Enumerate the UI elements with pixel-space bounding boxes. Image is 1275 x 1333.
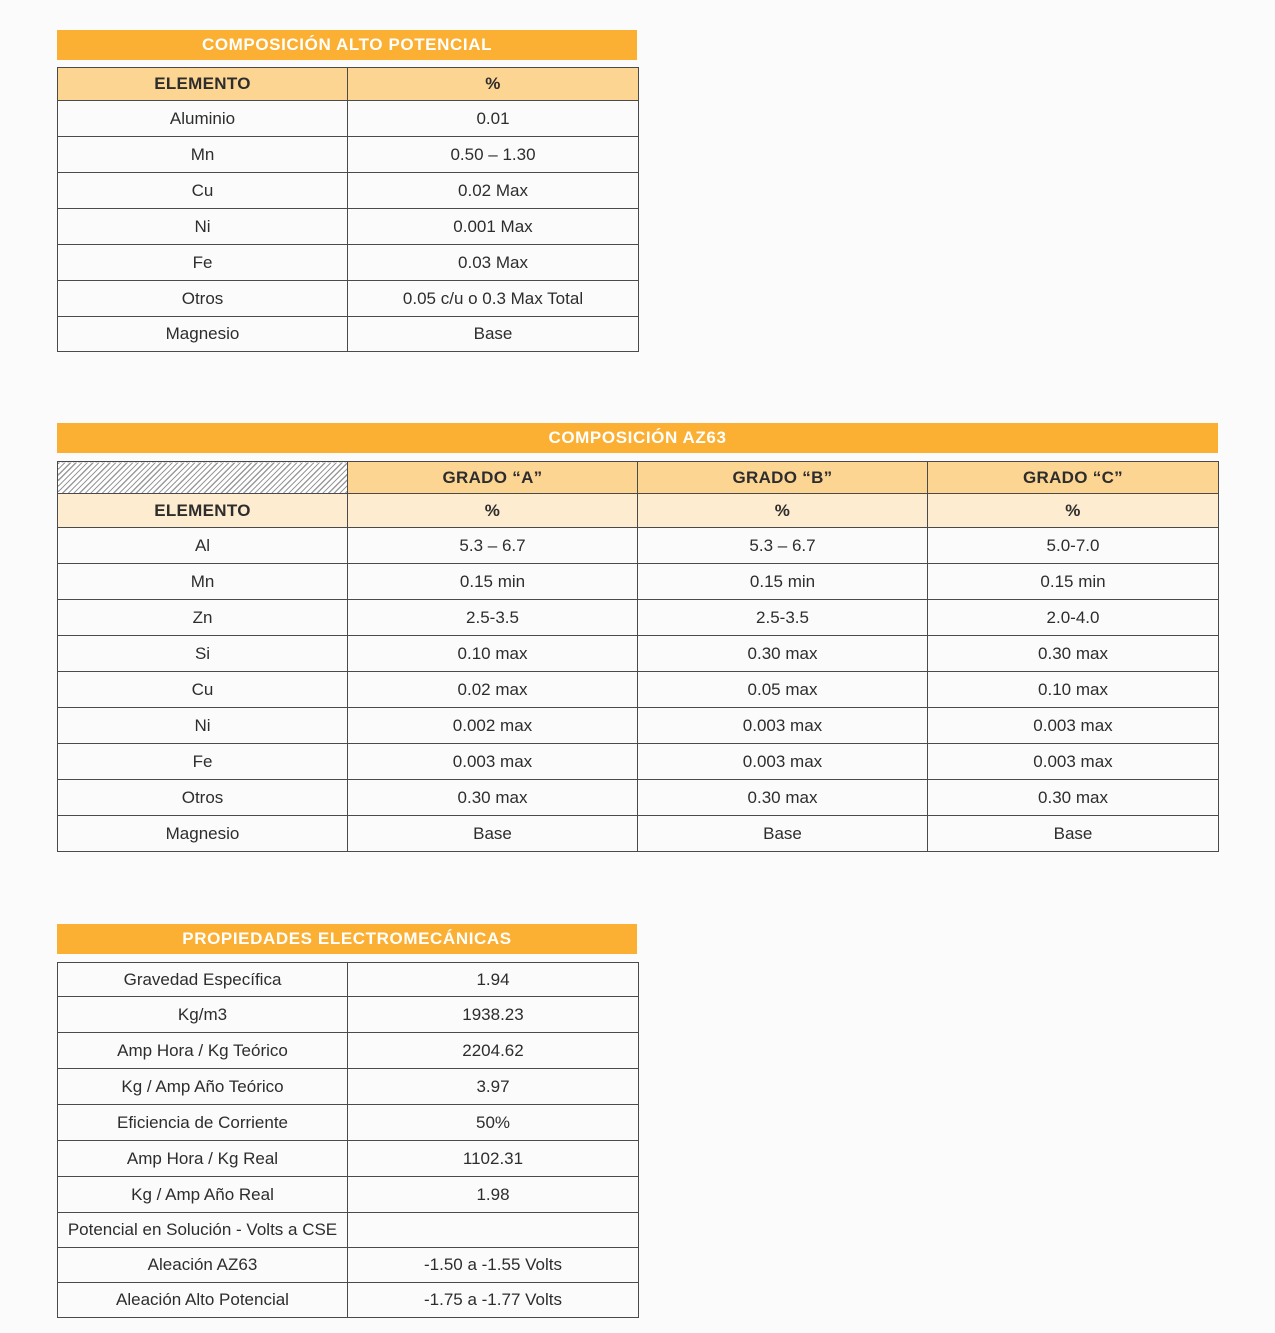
- element-cell: Magnesio: [58, 317, 348, 352]
- property-cell: Aleación Alto Potencial: [58, 1283, 348, 1318]
- table-row: [58, 672, 1219, 708]
- grade-b-cell: 0.003 max: [638, 744, 928, 780]
- table-row: [58, 317, 639, 352]
- property-cell: Kg/m3: [58, 997, 348, 1033]
- header-percent-c: %: [928, 494, 1219, 528]
- az63-grade-row: [58, 462, 1219, 494]
- value-cell: 0.03 Max: [348, 245, 639, 281]
- grade-c-cell: Base: [928, 816, 1219, 852]
- element-cell: Fe: [58, 744, 348, 780]
- propiedades-title: PROPIEDADES ELECTROMECÁNICAS: [57, 924, 637, 954]
- value-cell: -1.50 a -1.55 Volts: [348, 1248, 639, 1283]
- grade-c-cell: 0.30 max: [928, 636, 1219, 672]
- grade-b-cell: 0.15 min: [638, 564, 928, 600]
- value-cell: 0.001 Max: [348, 209, 639, 245]
- value-cell: 1938.23: [348, 997, 639, 1033]
- value-cell: 0.50 – 1.30: [348, 137, 639, 173]
- az63-percent-row: [58, 494, 1219, 528]
- element-cell: Cu: [58, 672, 348, 708]
- grade-b-header: GRADO “B”: [638, 462, 928, 494]
- property-cell: Gravedad Específica: [58, 963, 348, 997]
- element-cell: Magnesio: [58, 816, 348, 852]
- table-row: [58, 1213, 639, 1248]
- table-row: [58, 1105, 639, 1141]
- grade-a-header: GRADO “A”: [348, 462, 638, 494]
- header-percent-a: %: [348, 494, 638, 528]
- az63-title: COMPOSICIÓN AZ63: [57, 423, 1218, 453]
- element-cell: Cu: [58, 173, 348, 209]
- grade-c-cell: 0.15 min: [928, 564, 1219, 600]
- table-row: [58, 744, 1219, 780]
- alto-potencial-title: COMPOSICIÓN ALTO POTENCIAL: [57, 30, 637, 60]
- property-cell: Aleación AZ63: [58, 1248, 348, 1283]
- table-row: [58, 1069, 639, 1105]
- value-cell: 2204.62: [348, 1033, 639, 1069]
- value-cell: 50%: [348, 1105, 639, 1141]
- grade-b-cell: 2.5-3.5: [638, 600, 928, 636]
- grade-b-cell: 5.3 – 6.7: [638, 528, 928, 564]
- grade-c-cell: 0.003 max: [928, 708, 1219, 744]
- value-cell: 0.02 Max: [348, 173, 639, 209]
- value-cell: 0.01: [348, 101, 639, 137]
- value-cell: Base: [348, 317, 639, 352]
- table-row: [58, 101, 639, 137]
- grade-a-cell: 0.002 max: [348, 708, 638, 744]
- grade-c-cell: 0.30 max: [928, 780, 1219, 816]
- grade-c-cell: 0.003 max: [928, 744, 1219, 780]
- table-row: [58, 600, 1219, 636]
- element-cell: Fe: [58, 245, 348, 281]
- element-cell: Si: [58, 636, 348, 672]
- grade-c-cell: 5.0-7.0: [928, 528, 1219, 564]
- grade-b-cell: 0.003 max: [638, 708, 928, 744]
- grade-a-cell: 0.003 max: [348, 744, 638, 780]
- az63-section: [57, 423, 1218, 853]
- grade-a-cell: 0.30 max: [348, 780, 638, 816]
- alto-potencial-section: [57, 30, 637, 350]
- table-row: [58, 816, 1219, 852]
- table-row: [58, 564, 1219, 600]
- grade-b-cell: 0.30 max: [638, 636, 928, 672]
- grade-b-cell: 0.05 max: [638, 672, 928, 708]
- value-cell: 1102.31: [348, 1141, 639, 1177]
- element-cell: Ni: [58, 708, 348, 744]
- property-cell: Potencial en Solución - Volts a CSE: [58, 1213, 348, 1248]
- table-row: [58, 780, 1219, 816]
- header-elemento: ELEMENTO: [58, 494, 348, 528]
- grade-a-cell: 5.3 – 6.7: [348, 528, 638, 564]
- property-cell: Eficiencia de Corriente: [58, 1105, 348, 1141]
- az63-table: [57, 461, 1219, 852]
- table-row: [58, 963, 639, 997]
- grade-c-header: GRADO “C”: [928, 462, 1219, 494]
- table-row: [58, 1033, 639, 1069]
- table-row: [58, 528, 1219, 564]
- value-cell: -1.75 a -1.77 Volts: [348, 1283, 639, 1318]
- grade-b-cell: 0.30 max: [638, 780, 928, 816]
- element-cell: Otros: [58, 281, 348, 317]
- value-cell: 1.98: [348, 1177, 639, 1213]
- grade-a-cell: 0.15 min: [348, 564, 638, 600]
- table-row: [58, 281, 639, 317]
- value-cell: 0.05 c/u o 0.3 Max Total: [348, 281, 639, 317]
- table-row: [58, 1177, 639, 1213]
- element-cell: Ni: [58, 209, 348, 245]
- alto-potencial-table: [57, 67, 639, 352]
- table-row: [58, 173, 639, 209]
- grade-a-cell: 2.5-3.5: [348, 600, 638, 636]
- table-row: [58, 997, 639, 1033]
- property-cell: Kg / Amp Año Real: [58, 1177, 348, 1213]
- table-row: [58, 209, 639, 245]
- element-cell: Aluminio: [58, 101, 348, 137]
- table-row: [58, 636, 1219, 672]
- value-cell: [348, 1213, 639, 1248]
- propiedades-table: [57, 962, 639, 1318]
- hatched-corner-cell: [58, 462, 348, 494]
- table-row: [58, 245, 639, 281]
- element-cell: Al: [58, 528, 348, 564]
- table-row: [58, 708, 1219, 744]
- alto-potencial-header-row: [58, 68, 639, 101]
- element-cell: Otros: [58, 780, 348, 816]
- table-row: [58, 137, 639, 173]
- value-cell: 3.97: [348, 1069, 639, 1105]
- property-cell: Amp Hora / Kg Real: [58, 1141, 348, 1177]
- grade-a-cell: Base: [348, 816, 638, 852]
- value-cell: 1.94: [348, 963, 639, 997]
- header-elemento: ELEMENTO: [58, 68, 348, 101]
- header-percent: %: [348, 68, 639, 101]
- table-row: [58, 1141, 639, 1177]
- element-cell: Zn: [58, 600, 348, 636]
- table-row: [58, 1283, 639, 1318]
- header-percent-b: %: [638, 494, 928, 528]
- element-cell: Mn: [58, 137, 348, 173]
- property-cell: Kg / Amp Año Teórico: [58, 1069, 348, 1105]
- grade-c-cell: 2.0-4.0: [928, 600, 1219, 636]
- grade-c-cell: 0.10 max: [928, 672, 1219, 708]
- element-cell: Mn: [58, 564, 348, 600]
- grade-a-cell: 0.02 max: [348, 672, 638, 708]
- table-row: [58, 1248, 639, 1283]
- grade-a-cell: 0.10 max: [348, 636, 638, 672]
- property-cell: Amp Hora / Kg Teórico: [58, 1033, 348, 1069]
- grade-b-cell: Base: [638, 816, 928, 852]
- propiedades-section: [57, 924, 637, 1319]
